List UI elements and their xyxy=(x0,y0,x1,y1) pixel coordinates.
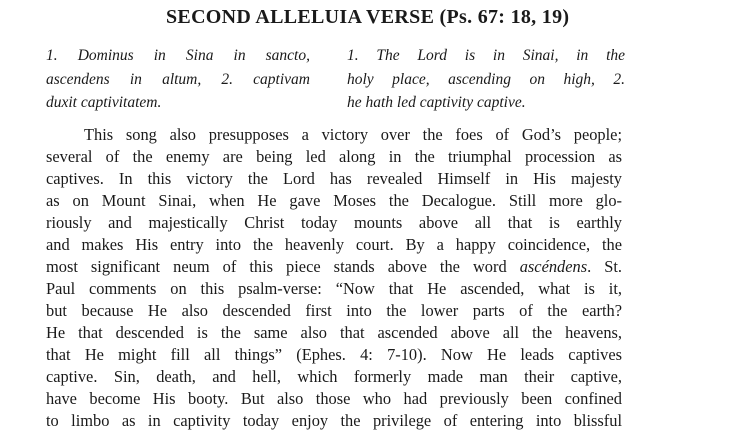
italic-word: ascéndens xyxy=(519,257,588,276)
latin-verse xyxy=(46,44,310,115)
commentary-line: He that descended is the same also that ascended above all the heavens, xyxy=(46,323,622,342)
commentary-line: to limbo as in captivity today enjoy the privilege of entering into blissful xyxy=(46,411,622,430)
english-verse-line: he hath led captivity captive. xyxy=(347,94,526,111)
latin-verse-line: 1. Dominus in Sina in sancto, xyxy=(46,47,310,64)
commentary-line: and makes His entry into the heavenly court. By a happy coincidence, the xyxy=(46,235,622,254)
commentary-line: captives. In this victory the Lord has revealed Himself in His majesty xyxy=(46,169,622,188)
commentary-line: This song also presupposes a victory over the foes of God’s people; xyxy=(84,125,622,144)
commentary-line: as on Mount Sinai, when He gave Moses the Decalogue. Still more glo- xyxy=(46,191,622,210)
english-verse-line: 1. The Lord is in Sinai, in the xyxy=(347,47,625,64)
english-verse xyxy=(347,44,625,115)
commentary-line: Paul comments on this psalm-verse: “Now that He ascended, what is it, xyxy=(46,279,622,298)
english-verse-line: holy place, ascending on high, 2. xyxy=(347,70,625,88)
commentary-line: but because He also descended first into the lower parts of the earth? xyxy=(46,301,622,320)
commentary-line: that He might fill all things” (Ephes. 4: 7-10). Now He leads captives xyxy=(46,345,622,364)
commentary-line: have become His booty. But also those who had previously been confined xyxy=(46,389,622,408)
commentary-line: several of the enemy are being led along in the triumphal procession as xyxy=(46,147,622,166)
commentary-paragraph xyxy=(46,124,622,432)
commentary-line: riously and majestically Christ today mounts above all that is earthly xyxy=(46,213,622,232)
section-heading: SECOND ALLELUIA VERSE (Ps. 67: 18, 19) xyxy=(166,6,570,28)
latin-verse-line: duxit captivitatem. xyxy=(46,94,162,111)
latin-verse-line: ascendens in altum, 2. captivam xyxy=(46,70,310,88)
commentary-line: captive. Sin, death, and hell, which formerly made man their captive, xyxy=(46,367,622,386)
commentary-line: most significant neum of this piece stands above the word ascéndens. St. xyxy=(46,257,623,276)
